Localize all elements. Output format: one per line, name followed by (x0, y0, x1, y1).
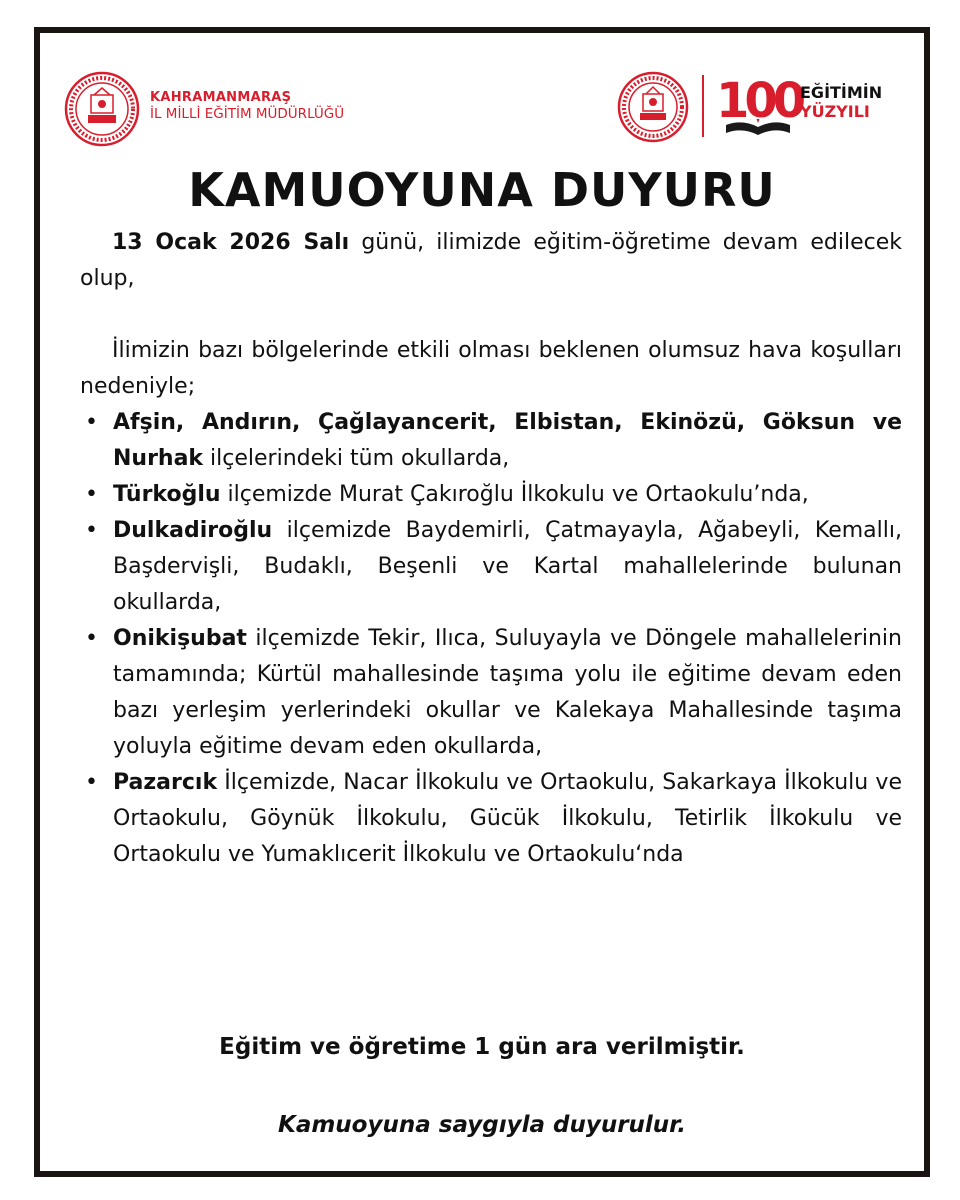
district-name: Pazarcık (113, 770, 218, 795)
item-text: ilçemizde Murat Çakıroğlu İlkokulu ve Ortaokulu’nda, (220, 482, 809, 507)
meb-seal-icon (617, 71, 689, 143)
logo-divider (702, 75, 704, 137)
district-name: Dulkadiroğlu (113, 518, 273, 543)
bullet: • (85, 626, 98, 651)
intro-text: günü, ilimizde eğitim-öğretime devam edilecek olup, (80, 230, 902, 291)
org-name-line2: İL MİLLİ EĞİTİM MÜDÜRLÜĞÜ (150, 106, 345, 122)
org-name-line1: KAHRAMANMARAŞ (150, 90, 292, 105)
page-title: KAMUOYUNA DUYURU (188, 163, 776, 217)
announcement-frame (34, 27, 930, 1177)
open-book-icon (718, 119, 798, 141)
district-name: Onikişubat (113, 626, 247, 651)
century-slogan (800, 83, 882, 121)
list-item (80, 405, 902, 477)
item-text: ilçelerindeki tüm okullarda, (203, 446, 510, 471)
item-text: ilçemizde Baydemirli, Çatmayayla, Ağabeyli, Kemallı, Başdervişli, Budaklı, Beşenli ve Kartal mahallelerinde bulunan okullarda, (113, 518, 902, 615)
signoff-text: Kamuoyuna saygıyla duyurulur. (278, 1112, 686, 1138)
century-number: 100 (716, 73, 802, 129)
list-item (80, 621, 902, 765)
century-line1: EĞİTİMİN (800, 83, 883, 102)
intro-paragraph (80, 225, 902, 297)
century-logo (716, 71, 802, 141)
century-line2: YÜZYILI (800, 102, 870, 121)
list-item (80, 513, 902, 621)
bullet: • (85, 518, 98, 543)
district-name: Türkoğlu (113, 482, 221, 507)
reason-paragraph: İlimizin bazı bölgelerinde etkili olması beklenen olumsuz hava koşulları nedeniyle; (80, 338, 902, 399)
organization-name (150, 90, 344, 122)
date-text: 13 Ocak 2026 Salı (112, 230, 350, 255)
item-text: İlçemizde, Nacar İlkokulu ve Ortaokulu, Sakarkaya İlkokulu ve Ortaokulu, Göynük İlkokulu, Gücük İlkokulu, Tetirlik İlkokulu ve Ortaokulu ve Yumaklıcerit İlkokulu ve Ortaokulu‘nda (113, 770, 902, 867)
bullet: • (85, 410, 98, 435)
list-item (80, 765, 902, 873)
district-list (80, 405, 902, 873)
announcement-body (80, 225, 902, 873)
meb-seal-icon (64, 71, 140, 147)
closing-statement: Eğitim ve öğretime 1 gün ara verilmiştir. (219, 1034, 745, 1060)
item-text: ilçemizde Tekir, Ilıca, Suluyayla ve Döngele mahallelerinin tamamında; Kürtül mahallesinde taşıma yolu ile eğitime devam eden bazı yerleşim yerlerindeki okullar ve Kalekaya Mahallesinde taşıma yoluyla eğitime devam eden okullarda, (113, 626, 902, 759)
bullet: • (85, 482, 98, 507)
district-name: Afşin, Andırın, Çağlayancerit, Elbistan, Ekinözü, Göksun ve Nurhak (113, 410, 902, 471)
bullet: • (85, 770, 98, 795)
list-item (80, 477, 902, 513)
